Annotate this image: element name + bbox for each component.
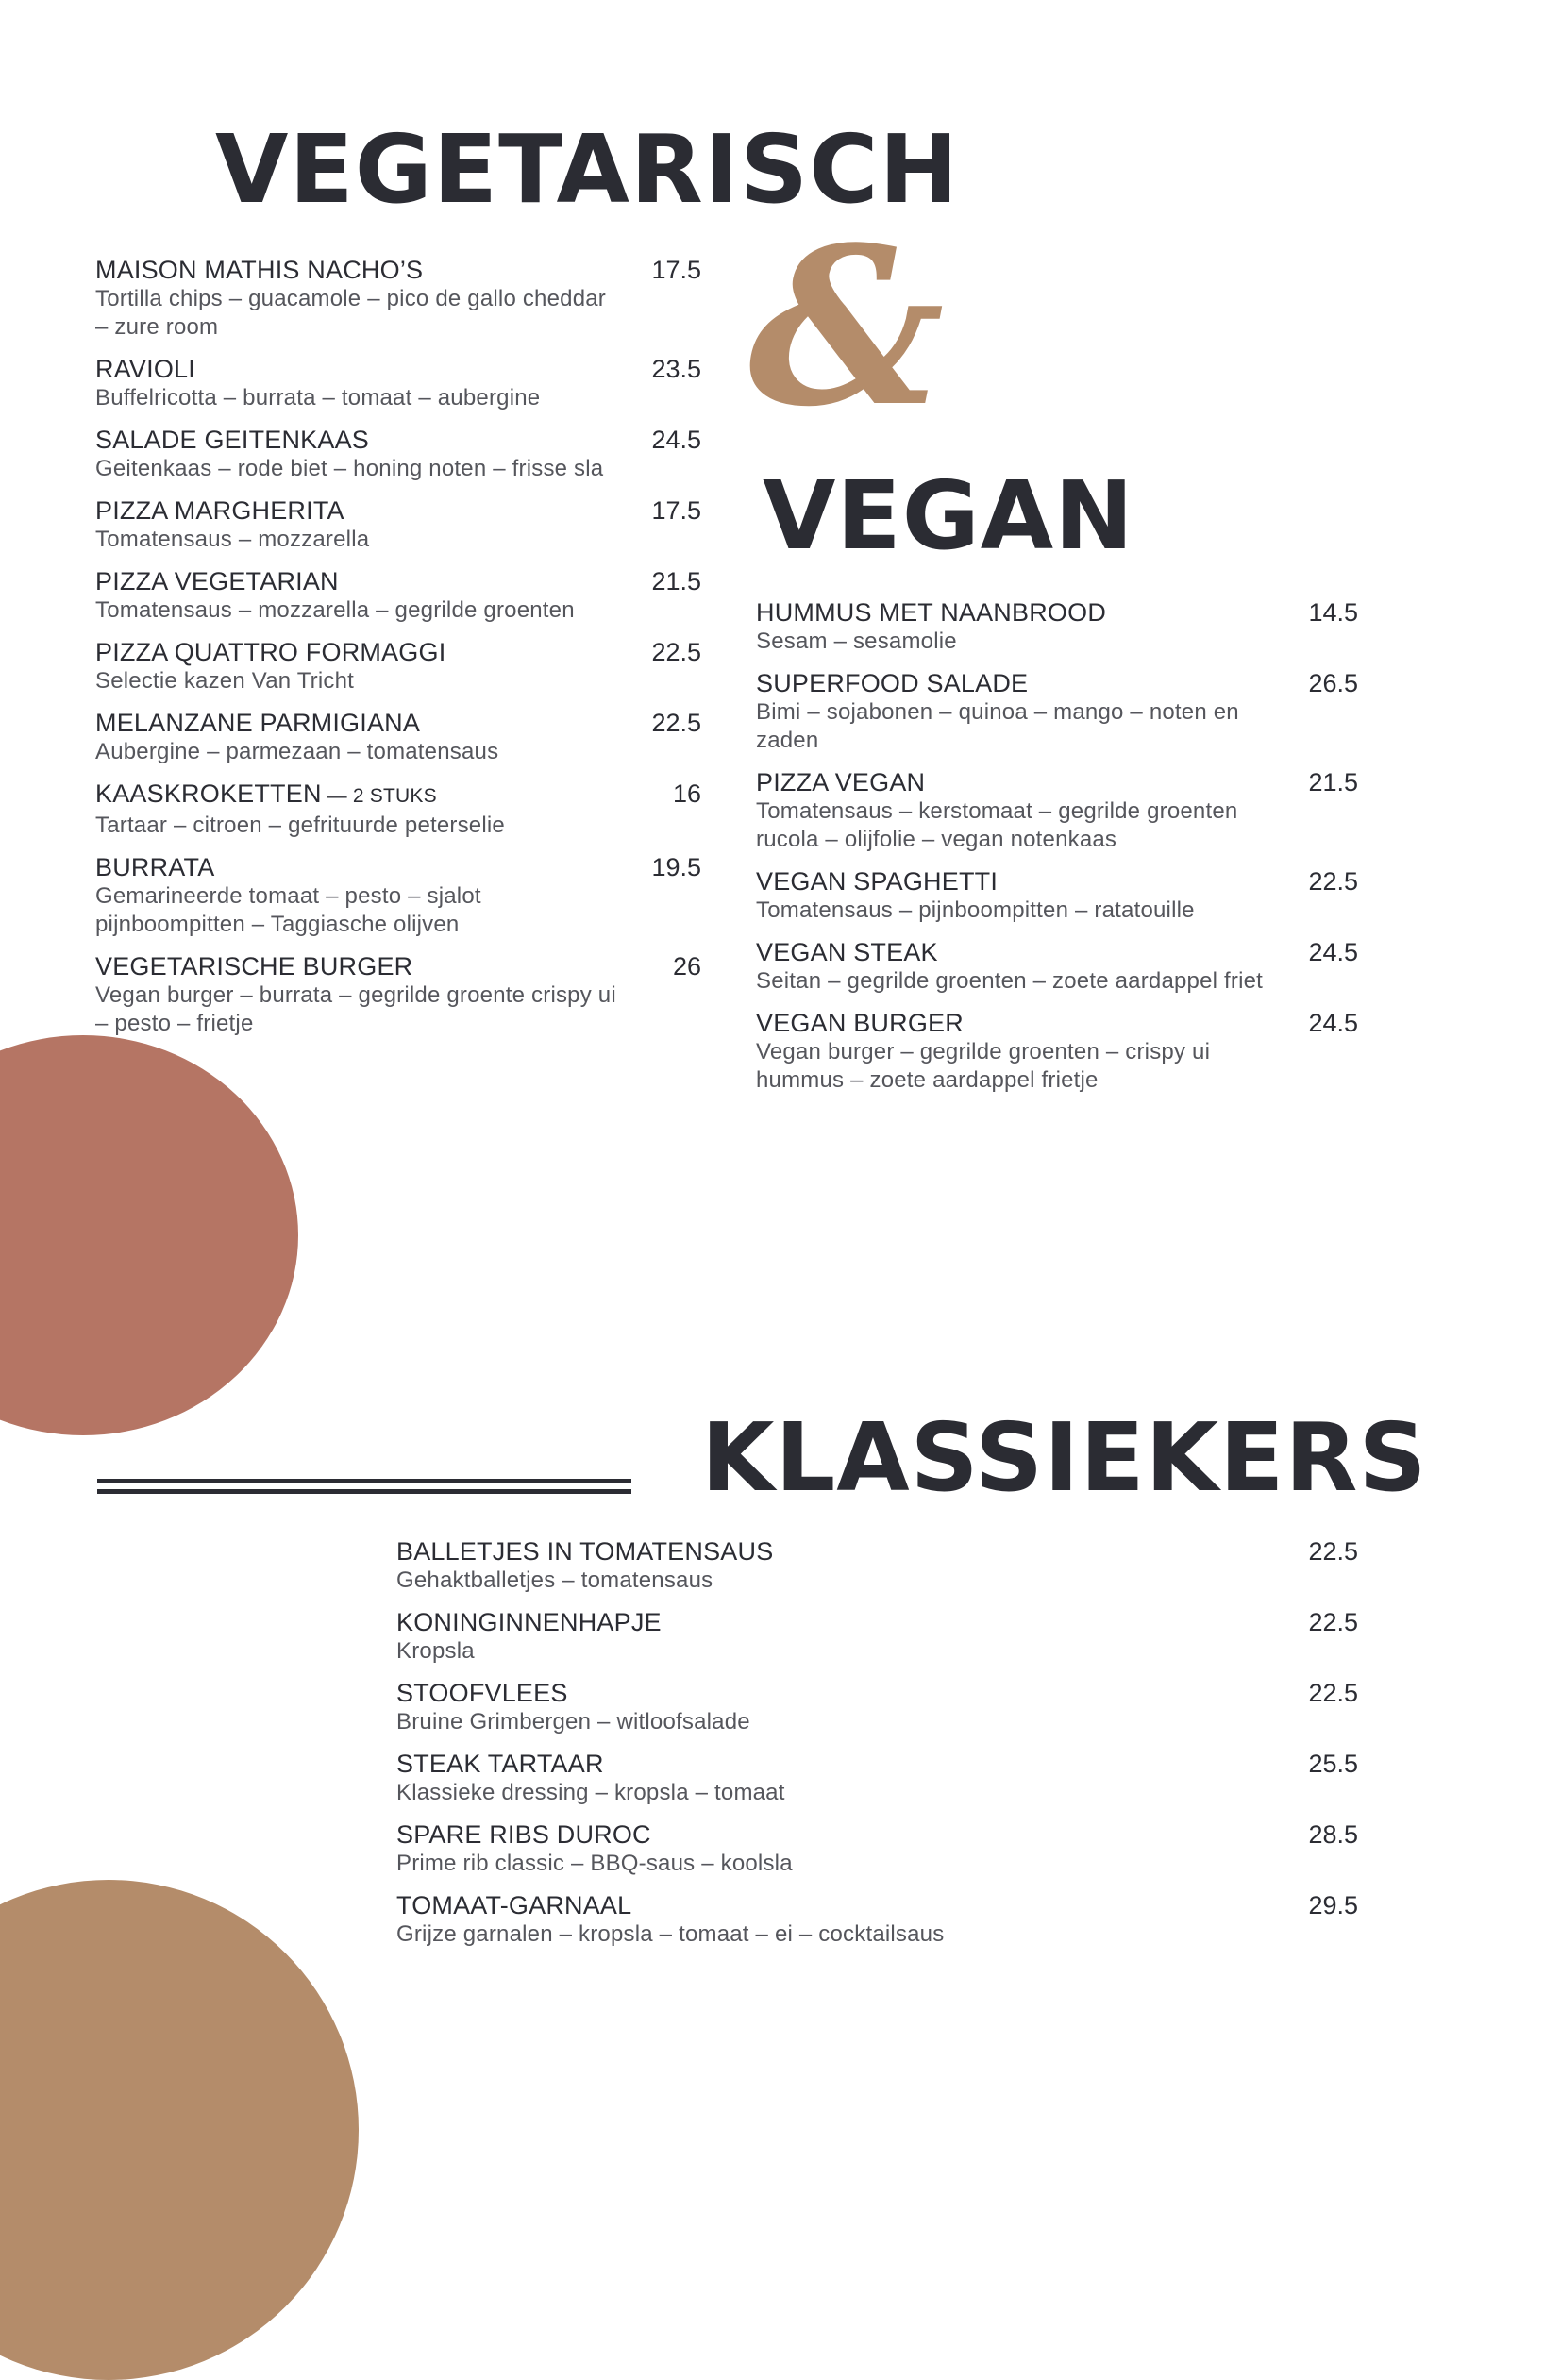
menu-item-header bbox=[756, 597, 1358, 628]
menu-item-name: STEAK TARTAAR bbox=[396, 1750, 604, 1778]
menu-item-title bbox=[756, 767, 925, 797]
menu-item-description: Bruine Grimbergen – witloofsalade bbox=[396, 1709, 750, 1735]
menu-item-price: 21.5 bbox=[1308, 768, 1358, 796]
menu-item-price: 22.5 bbox=[1308, 1679, 1358, 1707]
menu-list-vegetarisch bbox=[95, 255, 701, 1050]
menu-item-name: MELANZANE PARMIGIANA bbox=[95, 709, 421, 737]
menu-item-description: Aubergine – parmezaan – tomatensaus bbox=[95, 739, 499, 764]
menu-item-price: 26 bbox=[672, 952, 701, 980]
decorative-circle-tan bbox=[0, 1880, 359, 2380]
menu-item bbox=[95, 951, 701, 1038]
menu-item-description: Tomatensaus – mozzarella bbox=[95, 527, 370, 552]
menu-item-description: Vegan burger – gegrilde groenten – crispy ui hummus – zoete aardappel frietje bbox=[756, 1039, 1211, 1093]
menu-item-description: Geitenkaas – rode biet – honing noten – frisse sla bbox=[95, 456, 604, 481]
menu-item-header bbox=[95, 425, 701, 455]
menu-item-price: 17.5 bbox=[651, 256, 701, 284]
menu-item bbox=[95, 637, 701, 696]
menu-item bbox=[95, 354, 701, 412]
menu-item-title bbox=[95, 354, 195, 384]
menu-item bbox=[396, 1607, 1358, 1666]
menu-item-title bbox=[95, 852, 214, 882]
menu-item-header bbox=[396, 1678, 1358, 1708]
menu-item-price: 28.5 bbox=[1308, 1820, 1358, 1849]
menu-item bbox=[95, 425, 701, 483]
menu-item-header bbox=[95, 255, 701, 285]
menu-item-description: Kropsla bbox=[396, 1638, 475, 1664]
menu-item-name: STOOFVLEES bbox=[396, 1679, 568, 1707]
menu-item-header bbox=[756, 767, 1358, 797]
menu-item-note: — 2 STUKS bbox=[327, 785, 437, 807]
menu-item-name: VEGAN SPAGHETTI bbox=[756, 867, 999, 896]
menu-item-name: PIZZA QUATTRO FORMAGGI bbox=[95, 638, 446, 666]
menu-item-price: 22.5 bbox=[651, 638, 701, 666]
menu-item-description: Vegan burger – burrata – gegrilde groente crispy ui – pesto – frietje bbox=[95, 982, 616, 1036]
menu-item-name: VEGAN STEAK bbox=[756, 938, 938, 966]
menu-item-name: BURRATA bbox=[95, 853, 215, 881]
menu-item-title bbox=[396, 1749, 604, 1779]
menu-item bbox=[95, 708, 701, 766]
menu-item-title bbox=[756, 866, 998, 897]
menu-item bbox=[756, 668, 1358, 755]
menu-item-header bbox=[95, 354, 701, 384]
menu-item-name: KONINGINNENHAPJE bbox=[396, 1608, 662, 1636]
menu-item-description: Tomatensaus – pijnboompitten – ratatouille bbox=[756, 897, 1195, 923]
menu-item-name: PIZZA VEGAN bbox=[756, 768, 926, 796]
section-title-vegetarisch: VEGETARISCH bbox=[215, 114, 960, 225]
menu-item-price: 24.5 bbox=[1308, 938, 1358, 966]
menu-item-price: 14.5 bbox=[1308, 598, 1358, 627]
menu-item-description: Gehaktballetjes – tomatensaus bbox=[396, 1567, 713, 1593]
menu-item-price: 21.5 bbox=[651, 567, 701, 595]
menu-item bbox=[756, 767, 1358, 854]
divider-line bbox=[97, 1489, 631, 1494]
menu-item-price: 22.5 bbox=[1308, 1608, 1358, 1636]
menu-item bbox=[396, 1678, 1358, 1736]
menu-item-header bbox=[95, 951, 701, 981]
divider-line bbox=[97, 1479, 631, 1483]
menu-item-title bbox=[95, 495, 344, 526]
menu-item-description: Prime rib classic – BBQ-saus – koolsla bbox=[396, 1851, 793, 1876]
menu-item-header bbox=[396, 1890, 1358, 1920]
menu-item-name: KAASKROKETTEN bbox=[95, 779, 322, 808]
menu-item-title bbox=[95, 779, 437, 812]
menu-item-price: 22.5 bbox=[1308, 1537, 1358, 1566]
menu-item-description: Klassieke dressing – kropsla – tomaat bbox=[396, 1780, 785, 1805]
section-title-vegan: VEGAN bbox=[763, 461, 1134, 571]
menu-item-price: 22.5 bbox=[1308, 867, 1358, 896]
menu-item-title bbox=[756, 668, 1028, 698]
menu-item-title bbox=[396, 1890, 631, 1920]
menu-item-header bbox=[95, 637, 701, 667]
menu-item-price: 22.5 bbox=[651, 709, 701, 737]
menu-item-title bbox=[95, 566, 339, 596]
menu-item-title bbox=[756, 1008, 964, 1038]
menu-item-name: VEGETARISCHE BURGER bbox=[95, 952, 413, 980]
menu-item-description: Tomatensaus – kerstomaat – gegrilde groenten rucola – olijfolie – vegan notenkaas bbox=[756, 798, 1238, 852]
menu-item bbox=[95, 779, 701, 840]
menu-item-description: Seitan – gegrilde groenten – zoete aardappel friet bbox=[756, 968, 1264, 994]
decorative-circle-rust bbox=[0, 1035, 298, 1435]
menu-item-name: VEGAN BURGER bbox=[756, 1009, 964, 1037]
menu-item-name: RAVIOLI bbox=[95, 355, 195, 383]
menu-item bbox=[95, 495, 701, 554]
menu-item bbox=[396, 1890, 1358, 1949]
menu-item-price: 16 bbox=[672, 779, 701, 808]
menu-item-header bbox=[95, 852, 701, 882]
menu-list-klassiekers bbox=[396, 1536, 1358, 1961]
menu-item-title bbox=[396, 1819, 651, 1850]
menu-item-header bbox=[756, 937, 1358, 967]
menu-item bbox=[756, 866, 1358, 925]
section-title-klassiekers: KLASSIEKERS bbox=[701, 1402, 1428, 1513]
menu-item-price: 29.5 bbox=[1308, 1891, 1358, 1919]
menu-item bbox=[396, 1536, 1358, 1595]
menu-item bbox=[95, 255, 701, 342]
menu-item-name: MAISON MATHIS NACHO’S bbox=[95, 256, 424, 284]
menu-item-header bbox=[95, 495, 701, 526]
menu-item-price: 17.5 bbox=[651, 496, 701, 525]
menu-item-price: 23.5 bbox=[651, 355, 701, 383]
menu-item-title bbox=[95, 708, 420, 738]
menu-item-description: Buffelricotta – burrata – tomaat – aubergine bbox=[95, 385, 541, 411]
menu-item-description: Bimi – sojabonen – quinoa – mango – noten en zaden bbox=[756, 699, 1239, 753]
menu-item-price: 19.5 bbox=[651, 853, 701, 881]
menu-item-title bbox=[95, 951, 412, 981]
menu-item-title bbox=[95, 425, 369, 455]
menu-item-description: Sesam – sesamolie bbox=[756, 629, 957, 654]
menu-item-header bbox=[95, 566, 701, 596]
menu-item bbox=[95, 566, 701, 625]
menu-item-title bbox=[756, 597, 1106, 628]
menu-item-header bbox=[396, 1607, 1358, 1637]
menu-item-header bbox=[756, 668, 1358, 698]
menu-item-title bbox=[756, 937, 938, 967]
menu-item-name: HUMMUS MET NAANBROOD bbox=[756, 598, 1107, 627]
menu-item bbox=[756, 597, 1358, 656]
menu-item-header bbox=[396, 1536, 1358, 1567]
ampersand-ornament: & bbox=[748, 200, 945, 455]
menu-item-title bbox=[396, 1678, 568, 1708]
menu-item-name: TOMAAT-GARNAAL bbox=[396, 1891, 632, 1919]
menu-item bbox=[95, 852, 701, 939]
menu-item-header bbox=[396, 1819, 1358, 1850]
menu-item-title bbox=[396, 1607, 662, 1637]
menu-item-name: SPARE RIBS DUROC bbox=[396, 1820, 651, 1849]
menu-item-name: PIZZA VEGETARIAN bbox=[95, 567, 339, 595]
menu-item-title bbox=[95, 255, 423, 285]
menu-item-header bbox=[756, 866, 1358, 897]
menu-item bbox=[396, 1819, 1358, 1878]
menu-item-header bbox=[396, 1749, 1358, 1779]
menu-item-price: 25.5 bbox=[1308, 1750, 1358, 1778]
menu-list-vegan bbox=[756, 597, 1358, 1107]
menu-item-price: 26.5 bbox=[1308, 669, 1358, 697]
menu-item-description: Selectie kazen Van Tricht bbox=[95, 668, 355, 694]
menu-item-name: PIZZA MARGHERITA bbox=[95, 496, 344, 525]
menu-item-price: 24.5 bbox=[1308, 1009, 1358, 1037]
menu-item-description: Grijze garnalen – kropsla – tomaat – ei – cocktailsaus bbox=[396, 1921, 945, 1947]
menu-item-price: 24.5 bbox=[651, 426, 701, 454]
menu-item-description: Tomatensaus – mozzarella – gegrilde groenten bbox=[95, 597, 575, 623]
menu-item-header bbox=[95, 779, 701, 812]
menu-item-description: Gemarineerde tomaat – pesto – sjalot pijnboompitten – Taggiasche olijven bbox=[95, 883, 481, 937]
menu-item bbox=[756, 1008, 1358, 1095]
menu-item-title bbox=[396, 1536, 773, 1567]
menu-item-description: Tortilla chips – guacamole – pico de gallo cheddar – zure room bbox=[95, 286, 606, 340]
menu-item-header bbox=[756, 1008, 1358, 1038]
menu-item bbox=[396, 1749, 1358, 1807]
menu-item-header bbox=[95, 708, 701, 738]
menu-item bbox=[756, 937, 1358, 996]
menu-item-name: SUPERFOOD SALADE bbox=[756, 669, 1029, 697]
menu-item-name: SALADE GEITENKAAS bbox=[95, 426, 369, 454]
menu-item-title bbox=[95, 637, 445, 667]
menu-item-description: Tartaar – citroen – gefrituurde peterselie bbox=[95, 813, 505, 838]
menu-item-name: BALLETJES IN TOMATENSAUS bbox=[396, 1537, 774, 1566]
